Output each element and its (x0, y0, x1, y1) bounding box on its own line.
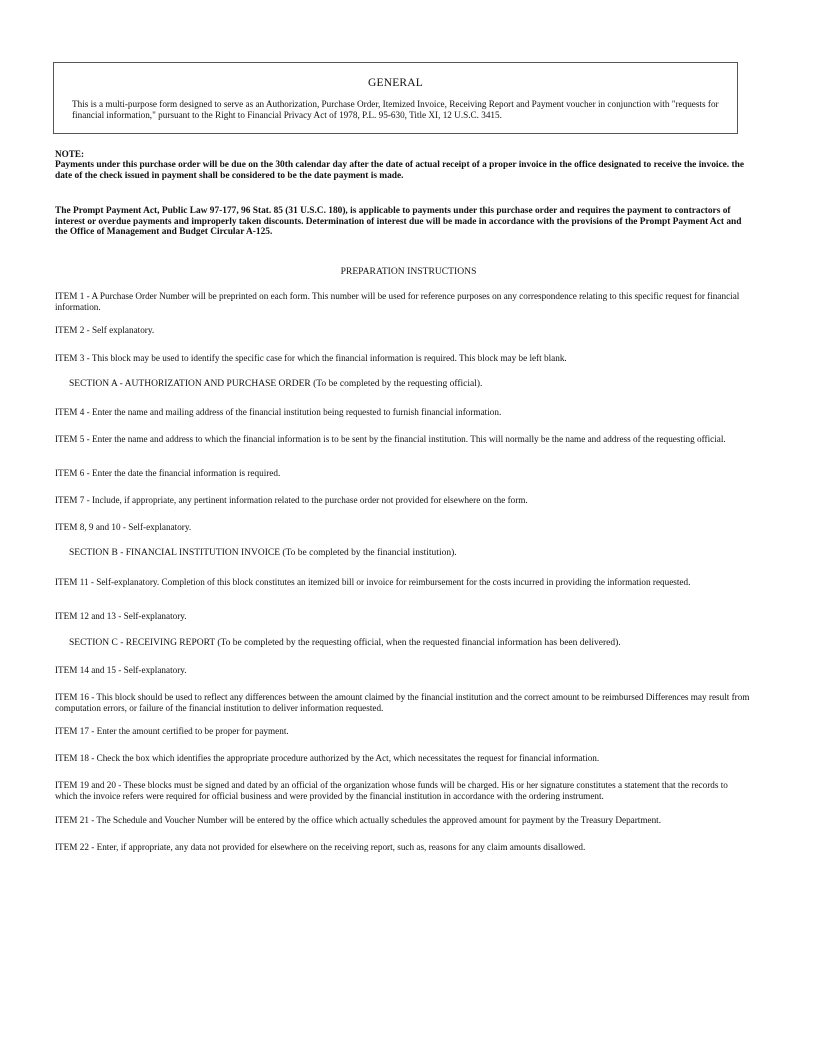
section-b-heading: SECTION B - FINANCIAL INSTITUTION INVOICE (To be completed by the financial institution). (69, 548, 457, 558)
item-5: ITEM 5 - Enter the name and address to which the financial information is to be sent by the financial institution. This will normally be the name and address of the requesting official. (55, 434, 726, 444)
preparation-heading: PREPARATION INSTRUCTIONS (340, 266, 477, 277)
general-title: GENERAL (367, 77, 424, 89)
general-section-box (53, 62, 738, 134)
item-16: ITEM 16 - This block should be used to reflect any differences between the amount claimed by the financial institution and the correct amount to be reimbursed Differences may result from computation errors, or failure of the financial institution to deliver information requested. (55, 692, 750, 713)
item-18: ITEM 18 - Check the box which identifies the appropriate procedure authorized by the Act, which necessitates the request for financial information. (55, 753, 600, 763)
item-14-15: ITEM 14 and 15 - Self-explanatory. (55, 665, 187, 675)
item-1: ITEM 1 - A Purchase Order Number will be preprinted on each form. This number will be used for reference purposes on any correspondence relating to this specific request for financial information. (55, 291, 740, 312)
item-19-20: ITEM 19 and 20 - These blocks must be signed and dated by an official of the organization whose funds will be charged. His or her signature constitutes a statement that the records to which the invoice refers were required for official business and were provided by the financial institution in accordance with the ordering instrument. (55, 780, 728, 801)
item-6: ITEM 6 - Enter the date the financial information is required. (55, 468, 281, 478)
note-paragraph-payment-due: Payments under this purchase order will be due on the 30th calendar day after the date of actual receipt of a proper invoice in the office designated to receive the invoice. the date of the check issued in payment shall be considered to be the date payment is made. (55, 160, 744, 181)
item-2: ITEM 2 - Self explanatory. (55, 325, 155, 335)
general-body: This is a multi-purpose form designed to serve as an Authorization, Purchase Order, Itemized Invoice, Receiving Report and Payment voucher in conjunction with "requests for financial information," pursuant to the Right to Financial Privacy Act of 1978, P.L. 95-630, Title XI, 12 U.S.C. 3415. (72, 99, 719, 120)
item-8-9-10: ITEM 8, 9 and 10 - Self-explanatory. (55, 522, 192, 532)
item-7: ITEM 7 - Include, if appropriate, any pertinent information related to the purchase order not provided for elsewhere on the form. (55, 495, 528, 505)
note-paragraph-prompt-payment-act: The Prompt Payment Act, Public Law 97-177, 96 Stat. 85 (31 U.S.C. 180), is applicable to payments under this purchase order and requires the payment to contractors of interest or overdue payments and improperly taken discounts. Determination of interest due will be made in accordance with the provisions of the Prompt Payment Act and the Office of Management and Budget Circular A-125. (55, 206, 742, 238)
item-3: ITEM 3 - This block may be used to identify the specific case for which the financial information is required. This block may be left blank. (55, 353, 567, 363)
item-21: ITEM 21 - The Schedule and Voucher Number will be entered by the office which actually schedules the approved amount for payment by the Treasury Department. (55, 815, 662, 825)
item-11: ITEM 11 - Self-explanatory. Completion of this block constitutes an itemized bill or invoice for reimbursement for the costs incurred in providing the information requested. (55, 577, 691, 587)
section-a-heading: SECTION A - AUTHORIZATION AND PURCHASE ORDER (To be completed by the requesting official). (69, 379, 483, 389)
section-c-heading: SECTION C - RECEIVING REPORT (To be completed by the requesting official, when the requested financial information has been delivered). (69, 638, 621, 648)
note-heading: NOTE: (55, 149, 85, 159)
item-22: ITEM 22 - Enter, if appropriate, any data not provided for elsewhere on the receiving report, such as, reasons for any claim amounts disallowed. (55, 842, 586, 852)
item-4: ITEM 4 - Enter the name and mailing address of the financial institution being requested to furnish financial information. (55, 407, 502, 417)
item-17: ITEM 17 - Enter the amount certified to be proper for payment. (55, 726, 289, 736)
item-12-13: ITEM 12 and 13 - Self-explanatory. (55, 611, 187, 621)
